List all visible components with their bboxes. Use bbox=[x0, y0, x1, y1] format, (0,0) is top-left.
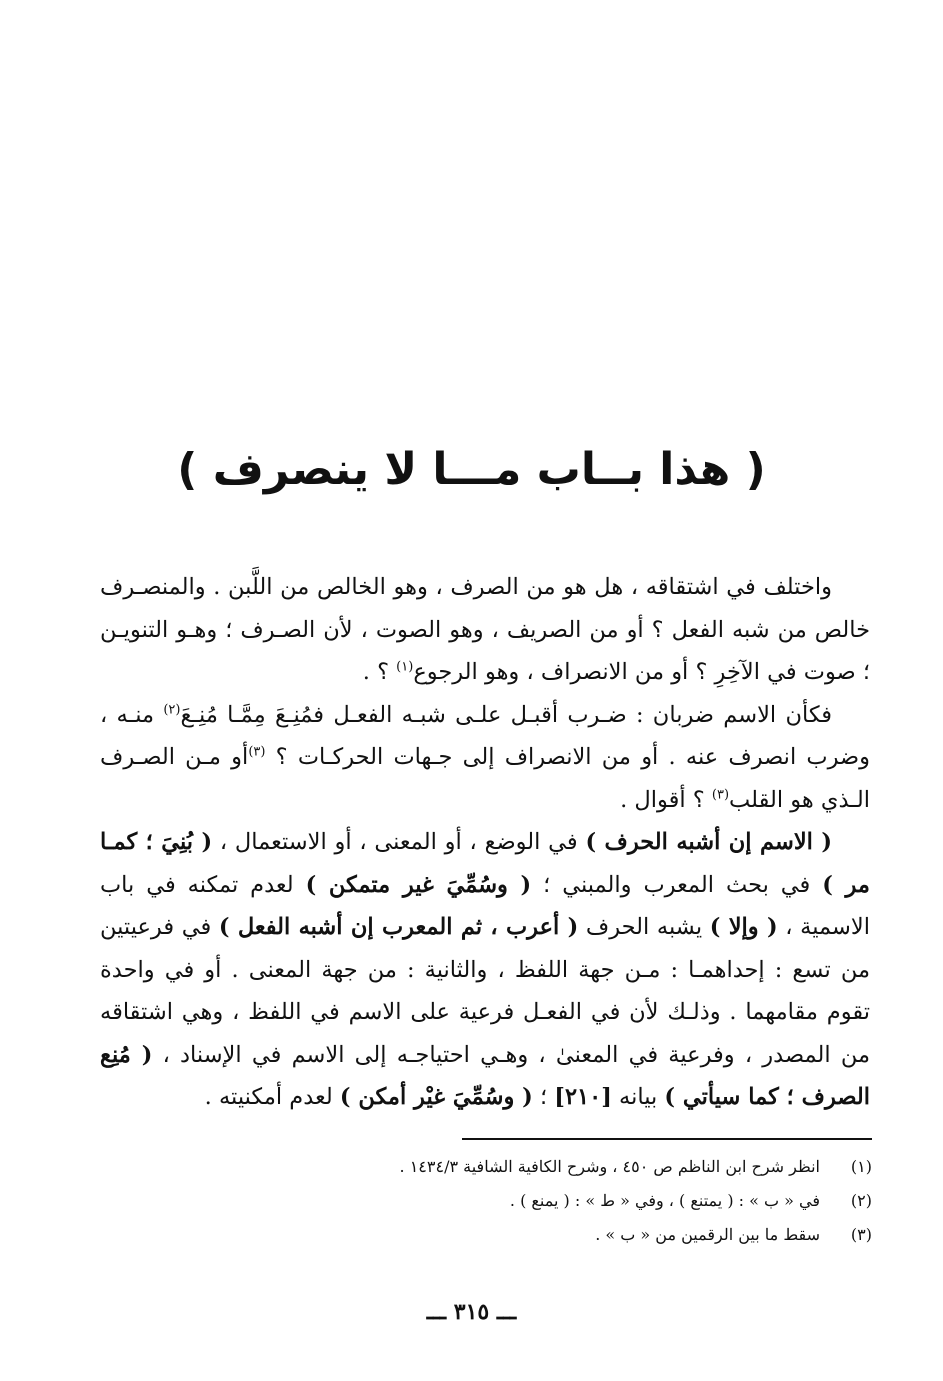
paragraph-3 bbox=[100, 821, 870, 1119]
sharh-text: في فرعيتين من تسع : إحداهمـا : مـن جهة اللفظ ، والثانية : من جهة المعنى . أو في واحدة تقوم مقامهما . وذلـك لأن في الفعـل فرعية على الاسم في اللفظ ، وهي اشتقاقه من المصدر ، وفرعية في المعنىٰ ، وهـي احتياجـه إلى الاسم في الإسناد ، bbox=[100, 914, 870, 1068]
page-number: ـــ ٣١٥ ـــ bbox=[426, 1299, 517, 1325]
bold-matn-text: ( بُنِيَ ؛ كمـا مر ) bbox=[100, 829, 870, 898]
footnote-number: (١) bbox=[850, 1157, 872, 1176]
footnote-divider bbox=[462, 1138, 872, 1140]
paragraph-2 bbox=[100, 694, 870, 822]
bold-matn-text: ( مُنِع الصرف ؛ كما سيأتي ) bbox=[100, 1041, 870, 1110]
sharh-text: لعدم تمكنه في باب الاسمية ، bbox=[100, 871, 870, 940]
footnote-1 bbox=[200, 1150, 872, 1184]
chapter-title: ( هذا بــاب مـــا لا ينصرف ) bbox=[177, 444, 766, 495]
bold-matn-text: ( أعرب ، ثم المعرب إن أشبه الفعل ) bbox=[218, 914, 579, 940]
footnote-marker: (٢) bbox=[163, 702, 181, 717]
sharh-text: ؟ أقوال . bbox=[620, 786, 712, 813]
sharh-text: بيانه bbox=[611, 1084, 665, 1110]
bold-matn-text: ( وإلا ) bbox=[709, 914, 778, 940]
bold-matn-text: [٢١٠] bbox=[554, 1084, 612, 1110]
footnote-2 bbox=[200, 1184, 872, 1218]
footnote-marker: (٣) bbox=[711, 787, 730, 802]
footnote-marker: (١) bbox=[396, 659, 414, 675]
footnote-text: سقط ما بين الرقمين من « ب » . bbox=[595, 1225, 820, 1244]
sharh-text: في الوضع ، أو المعنى ، أو الاستعمال ، bbox=[212, 829, 586, 855]
footnote-text: في « ب » : ( يمتنع ) ، وفي « ط » : ( يمنع ) . bbox=[509, 1191, 820, 1210]
footnote-number: (٢) bbox=[850, 1191, 872, 1210]
bold-matn-text: ( وسُمِّيَ غير متمكن ) bbox=[305, 871, 532, 898]
sharh-text: واختلف في اشتقاقه ، هل هو من الصرف ، وهو الخالص من اللَّبن . والمنصـرف خالص من شبه الفعل ؟ أو من الصريف ، وهو الصوت ، لأن الصـرف ؛ وهـو التنويـن ؛ صوت في الآخِرِ ؟ أو من الانصراف ، وهو الرجوع bbox=[100, 574, 870, 685]
bold-matn-text: ( وسُمِّيَ غيْر أمكن ) bbox=[339, 1084, 533, 1110]
sharh-text: ؛ bbox=[532, 1084, 555, 1110]
sharh-text: ؟ . bbox=[362, 659, 397, 685]
sharh-text: فكأن الاسم ضربان : ضـرب أقبـل علـى شبـه الفعـل فمُنِـعَ مِمَّـا مُنِـعَ bbox=[180, 701, 833, 728]
sharh-text: في بحث المعرب والمبني ؛ bbox=[531, 871, 823, 898]
paragraph-1 bbox=[100, 566, 870, 694]
sharh-text: يشبه الحرف bbox=[578, 914, 710, 940]
sharh-text: لعدم أمكنيته . bbox=[204, 1084, 340, 1110]
sharh-text: منـه ، وضرب انصرف عنه . أو من الانصراف إلى جـهات الحركـات ؟ bbox=[100, 701, 870, 770]
bold-matn-text: ( الاسم إن أشبه الحرف ) bbox=[585, 829, 832, 855]
footnotes bbox=[200, 1150, 872, 1252]
footnote-marker: (٣) bbox=[248, 744, 266, 760]
footnote-number: (٣) bbox=[850, 1225, 872, 1244]
sharh-text: أو مـن الصـرف الـذي هو القلب bbox=[100, 744, 870, 813]
footnote-text: انظر شرح ابن الناظم ص ٤٥٠ ، وشرح الكافية الشافية ١٤٣٤/٣ . bbox=[399, 1157, 820, 1176]
footnote-3 bbox=[200, 1218, 872, 1252]
main-text bbox=[100, 566, 870, 1119]
